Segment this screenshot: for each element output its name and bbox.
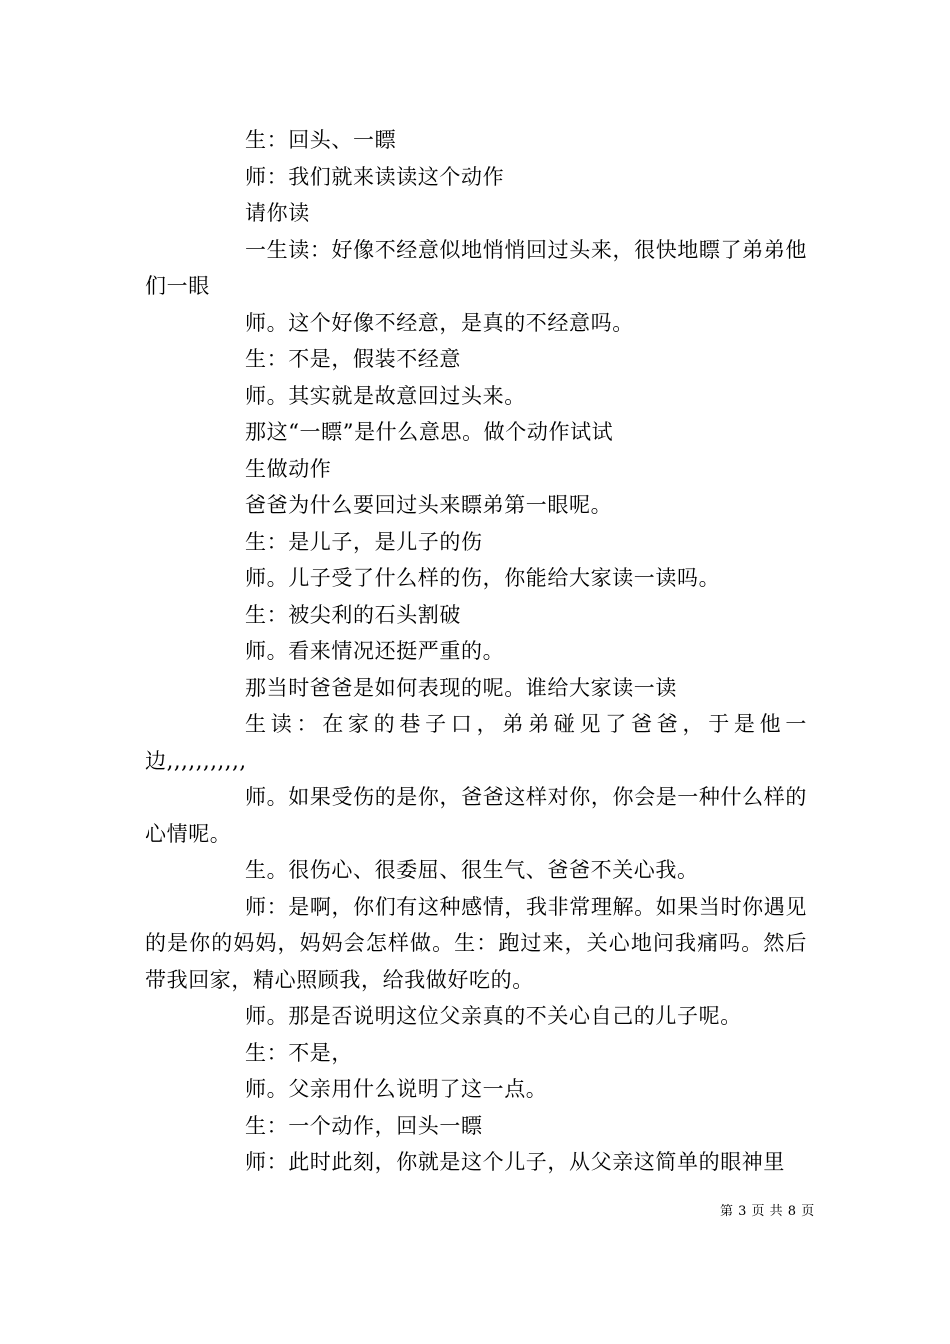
paragraph: 生：一个动作，回头一瞟 <box>245 1113 483 1138</box>
paragraph: 生：不是， <box>245 1040 353 1065</box>
paragraph: 师：我们就来读读这个动作 <box>245 164 505 189</box>
document-body <box>145 122 807 1181</box>
paragraph: 一生读：好像不经意似地悄悄回过头来，很快地瞟了弟弟他们一眼 <box>145 237 807 298</box>
paragraph: 生。很伤心、很委屈、很生气、爸爸不关心我。 <box>245 858 699 882</box>
paragraph: 爸爸为什么要回过头来瞟弟第一眼呢。 <box>245 493 613 517</box>
paragraph: 师。其实就是故意回过头来。 <box>245 383 526 408</box>
paragraph: 师：是啊，你们有这种感情，我非常理解。如果当时你遇见的是你的妈妈，妈妈会怎样做。生：跑过来，关心地问我痛吗。然后带我回家，精心照顾我，给我做好吃的。 <box>145 894 807 992</box>
paragraph: 生：不是，假装不经意 <box>245 347 461 371</box>
paragraph: 师：此时此刻，你就是这个儿子，从父亲这简单的眼神里 <box>245 1150 785 1174</box>
paragraph: 师。这个好像不经意，是真的不经意吗。 <box>245 310 634 335</box>
paragraph: 生做动作 <box>245 456 332 481</box>
paragraph: 那这“一瞟”是什么意思。做个动作试试 <box>245 420 614 444</box>
paragraph: 师。父亲用什么说明了这一点。 <box>245 1077 548 1101</box>
paragraph: 那当时爸爸是如何表现的呢。谁给大家读一读 <box>245 675 677 700</box>
page-number-footer: 第 3 页 共 8 页 <box>720 1204 815 1219</box>
paragraph: 生读：在家的巷子口，弟弟碰见了爸爸，于是他一边,,,,,,,,,,, <box>145 712 807 773</box>
paragraph: 生：被尖利的石头割破 <box>245 602 461 627</box>
paragraph: 请你读 <box>245 201 310 225</box>
paragraph: 生：是儿子，是儿子的伤 <box>245 529 483 554</box>
paragraph: 师。看来情况还挺严重的。 <box>245 639 505 663</box>
paragraph: 师。如果受伤的是你，爸爸这样对你，你会是一种什么样的心情呢。 <box>145 785 807 846</box>
paragraph: 师。那是否说明这位父亲真的不关心自己的儿子呢。 <box>245 1004 742 1028</box>
paragraph: 生：回头、一瞟 <box>245 128 397 152</box>
paragraph: 师。儿子受了什么样的伤，你能给大家读一读吗。 <box>245 566 721 590</box>
